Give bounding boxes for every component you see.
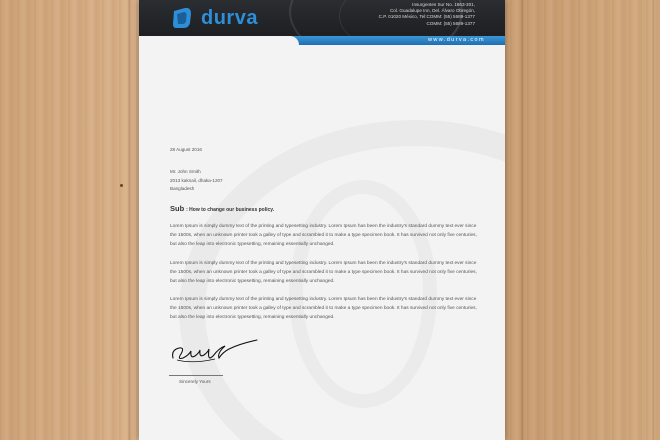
recipient-line: Bangladesh	[170, 186, 195, 191]
subject-text: : How to change our business policy.	[186, 207, 275, 213]
company-website: www.durva.com	[427, 37, 485, 43]
body-paragraph: Lorem Ipsum is simply dummy text of the printing and typesetting industry. Lorem Ipsum has been the industry's standard dummy text ever since the 1500s, when an unknown printer took a galley of type and scrambled it to make a type specimen book. It has survived not only five centuries, but also the leap into electronic typesetting, remaining essentially unchanged.	[170, 297, 477, 321]
background-swirl-watermark-inner	[289, 180, 437, 408]
company-address	[379, 2, 475, 27]
address-line: COMM: (55) 5689-1377	[426, 20, 475, 26]
wood-knot	[120, 184, 123, 187]
recipient-line: Mr. John Smith	[170, 169, 201, 174]
letter-date: 28 August 2016	[170, 147, 202, 152]
address-line: Col. Guadalupe Inn, Del. Álvaro Obregón,	[389, 8, 475, 14]
subject-label: Sub	[170, 204, 185, 213]
body-paragraph: Lorem Ipsum is simply dummy text of the printing and typesetting industry. Lorem Ipsum has been the industry's standard dummy text ever since the 1500s, when an unknown printer took a galley of type and scrambled it to make a type specimen book. It has survived not only five centuries, but also the leap into electronic typesetting, remaining essentially unchanged.	[170, 261, 477, 285]
brand-name: durva	[201, 7, 258, 29]
letterhead-page	[139, 0, 505, 440]
accent-bar-cutout	[139, 36, 299, 45]
recipient-line: 2013 kaknail, dhaka-1207	[170, 177, 223, 183]
handwritten-signature	[169, 338, 259, 370]
signature-line	[169, 375, 223, 376]
recipient-address	[170, 168, 223, 194]
address-line: C.P. 01020 México, Tel:COMM: (55) 5689-1377	[378, 14, 475, 20]
body-paragraph: Lorem Ipsum is simply dummy text of the printing and typesetting industry. Lorem Ipsum has been the industry's standard dummy text ever since the 1500s, when an unknown printer took a galley of type and scrambled it to make a type specimen book. It has survived not only five centuries, but also the leap into electronic typesetting, remaining essentially unchanged.	[170, 224, 477, 248]
closing-text: Sincerely Yours	[179, 379, 211, 384]
letter-subject	[170, 204, 274, 213]
letterhead-header	[139, 0, 505, 37]
address-line: Insurgentes Sur No. 1863-301,	[412, 2, 475, 7]
durva-logo-icon	[171, 7, 193, 29]
